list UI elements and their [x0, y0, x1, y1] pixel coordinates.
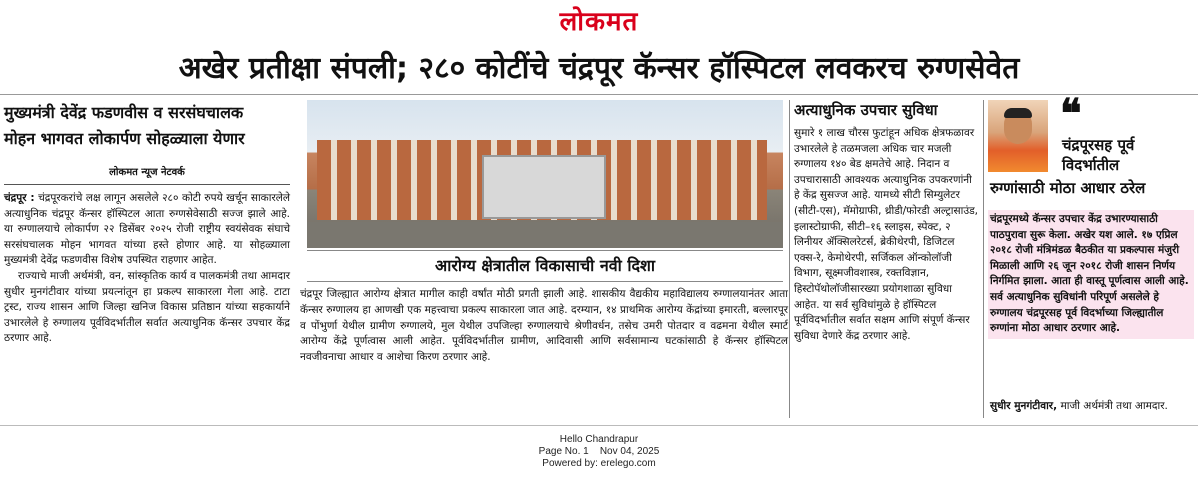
subhead-line1: मुख्यमंत्री देवेंद्र फडणवीस व सरसंघचालक [4, 103, 244, 122]
quote-line2: विदर्भातील [1062, 156, 1120, 174]
left-para1-text: चंद्रपूरकरांचे लक्ष लागून असलेले २८० कोटी रुपये खर्चून साकारलेले अत्याधुनिक चंद्रपूर कॅन्सर हॉस्पिटल आता रुग्णसेवेसाठी सज्ज झाले आहे. या रुग्णालयाचे लोकार्पण २२ डिसेंबर २०२५ रोजी राष्ट्रीय स्वयंसेवक संघाचे सरसंघचालक मोहन भागवत यांच्या हस्ते होणार आहे. या सोहळ्याला मुख्यमंत्री देवेंद्र फडणवीस विशेष उपस्थित राहणार आहेत. [4, 192, 290, 267]
left-para1 [4, 191, 290, 269]
byline-rule [4, 184, 290, 185]
right-column [794, 100, 980, 344]
quote-line3: रुग्णांसाठी मोठा आधार ठरेल [990, 179, 1146, 197]
quote-line1: चंद्रपूरसह पूर्व [1062, 136, 1135, 154]
left-body [4, 191, 290, 347]
section-title: आरोग्य क्षेत्रातील विकासाची नवी दिशा [307, 250, 783, 282]
column-divider [789, 100, 790, 418]
masthead [0, 0, 1198, 40]
quote-author: सुधीर मुनगंटीवार, [990, 400, 1058, 412]
author-portrait [988, 100, 1048, 172]
right-heading: अत्याधुनिक उपचार सुविधा [794, 101, 938, 119]
portrait-hair [1004, 108, 1032, 118]
dateline: चंद्रपूर : [4, 192, 35, 204]
headline: अखेर प्रतीक्षा संपली; २८० कोटींचे चंद्रपूर कॅन्सर हॉस्पिटल लवकरच रुग्णसेवेत [178, 51, 1020, 86]
footer-line3: Powered by: erelego.com [542, 458, 656, 469]
quote-signature [990, 398, 1196, 414]
byline: लोकमत न्यूज नेटवर्क [109, 167, 185, 178]
subhead-line2: मोहन भागवत लोकार्पण सोहळ्याला येणार [4, 129, 245, 148]
center-body: चंद्रपूर जिल्ह्यात आरोग्य क्षेत्रात मागील काही वर्षांत मोठी प्रगती झाली आहे. शासकीय वैद्यकीय महाविद्यालय रुग्णालयानंतर आता कॅन्सर रुग्णालय हा आणखी एक महत्त्वाचा प्रकल्प साकारला जात आहे. दरम्यान, १४ प्राथमिक आरोग्य केंद्रांच्या इमारती, बल्लारपूर व पोंभुर्णा येथील ग्रामीण रुग्णालये, मुल येथील उपजिल्हा रुग्णालयाचे श्रेणीवर्धन, तसेच उमरी पोतदार व वढमना येथील स्मार्ट आरोग्य केंद्रे पूर्णत्वास आली आहेत. पूर्वविदर्भातील ग्रामीण, आदिवासी आणि सर्वसामान्य घटकांसाठी हे कॅन्सर हॉस्पिटल नवजीवनाचा आधार व आशेचा किरण ठरणार आहे. [300, 288, 788, 364]
left-para2: राज्याचे माजी अर्थमंत्री, वन, सांस्कृतिक कार्य व पालकमंत्री तथा आमदार सुधीर मुनगंटीवार यांच्या प्रयत्नांतून हा प्रकल्प साकारला गेला आहे. टाटा ट्रस्ट, राज्य शासन आणि जिल्हा खनिज विकास प्रतिष्ठान यांच्या सहकार्याने उभारलेले हे रुग्णालय पूर्वविदर्भातील सर्वात अत्याधुनिक कॅन्सर उपचार केंद्र ठरणार आहे. [4, 269, 290, 345]
footer-line1: Hello Chandrapur [559, 434, 639, 445]
masthead-logo: लोकमत [559, 7, 639, 37]
column-divider-2 [983, 100, 984, 418]
headline-rule [0, 94, 1198, 95]
photo-road [307, 222, 783, 248]
photo-gate [482, 155, 606, 219]
footer [0, 434, 1198, 470]
quote-body: चंद्रपूरमध्ये कॅन्सर उपचार केंद्र उभारण्यासाठी पाठपुरावा सुरू केला. अखेर यश आले. १७ एप्रिल २०१८ रोजी मंत्रिमंडळ बैठकीत या प्रकल्पास मंजुरी मिळाली आणि २६ जून २०१८ रोजी शासन निर्णय निर्गमित झाला. आता ही वास्तू पूर्णत्वास आली आहे. सर्व अत्याधुनिक सुविधांनी परिपूर्ण असलेले हे रुग्णालय चंद्रपूरसह पूर्व विदर्भाच्या जिल्ह्यातील रुग्णांना मोठा आधार ठरणार आहे. [988, 210, 1194, 339]
quote-author-title: माजी अर्थमंत्री तथा आमदार. [1057, 400, 1168, 412]
quote-heading [1062, 135, 1194, 175]
hospital-photo [307, 100, 783, 248]
right-body: सुमारे १ लाख चौरस फुटांहून अधिक क्षेत्रफळावर उभारलेले हे तळमजला अधिक चार मजली रुग्णालय १४० बेड क्षमतेचे आहे. निदान व उपचारासाठी आवश्यक अत्याधुनिक उपकरणांनी हे केंद्र सुसज्ज आहे. यामध्ये सीटी सिम्युलेटर (सीटी-एस), मॅमोग्राफी, थ्रीडी/फोरडी अल्ट्रासाउंड, इलास्टोग्राफी, सीटी–१६ स्लाइस, स्पेक्ट, २ लिनीयर ॲक्सिलरेटर्स, ब्रेकीथेरपी, डिजिटल एक्स-रे, केमोथेरपी, सर्जिकल ऑन्कोलॉजी विभाग, सूक्ष्मजीवशास्त्र, रक्तविज्ञान, हिस्टोपॅथोलॉजीसारख्या प्रयोगशाळा सुविधा आहेत. या सर्व सुविधांमुळे हे हॉस्पिटल पूर्वविदर्भातील सर्वात सक्षम आणि संपूर्ण कॅन्सर सुविधा देणारे केंद्र ठरणार आहे. [794, 127, 979, 342]
footer-line2: Page No. 1 Nov 04, 2025 [538, 446, 660, 457]
left-column [4, 100, 290, 347]
quote-mark-icon: ❝ [1060, 90, 1082, 137]
footer-rule [0, 425, 1198, 426]
